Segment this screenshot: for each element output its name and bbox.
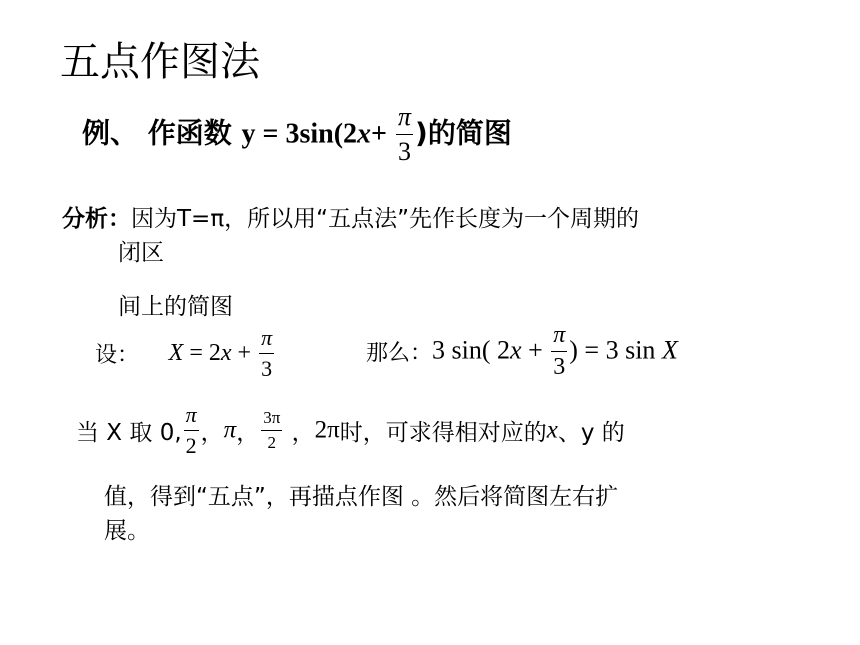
when-f2-num: 3π bbox=[263, 408, 281, 427]
then-label: 那么： bbox=[366, 341, 433, 366]
when-text-1: 当 X 取 0, bbox=[76, 420, 182, 446]
set-equation bbox=[95, 325, 276, 382]
then-frac-den: 3 bbox=[551, 351, 567, 381]
when-pi: π bbox=[223, 416, 237, 444]
example-fraction bbox=[396, 102, 413, 167]
then-rhs: X bbox=[661, 335, 678, 365]
set-fraction bbox=[259, 325, 274, 382]
set-label: 设： bbox=[95, 343, 140, 368]
set-frac-den: 3 bbox=[259, 353, 274, 382]
when-text-3: 、y 的 bbox=[557, 420, 625, 446]
when-comma-2: ， bbox=[236, 420, 260, 446]
then-fraction bbox=[551, 322, 567, 381]
example-var: x bbox=[357, 118, 372, 150]
then-post: ) = 3 sin bbox=[569, 335, 662, 365]
analysis-colon: ： bbox=[108, 206, 131, 232]
when-f2-den: 2 bbox=[261, 430, 282, 453]
analysis-label: 分析 bbox=[62, 206, 108, 232]
when-fraction-pi-2 bbox=[184, 402, 199, 459]
then-frac-num: π bbox=[553, 322, 566, 348]
when-comma-3: ， bbox=[284, 420, 315, 446]
when-two-pi: 2π bbox=[314, 416, 340, 444]
example-line bbox=[82, 102, 512, 167]
then-plus: + bbox=[521, 335, 550, 365]
example-frac-num: π bbox=[398, 102, 412, 131]
then-pre: 3 sin( 2 bbox=[432, 335, 511, 365]
example-prefix: 例、 作函数 bbox=[82, 116, 242, 150]
example-function: y = 3sin(2 bbox=[241, 118, 358, 150]
analysis-text-1: 因为T=π，所以用“五点法”先作长度为一个周期的 bbox=[131, 206, 639, 232]
example-frac-den: 3 bbox=[396, 134, 413, 167]
analysis-line-1b: 闭区 bbox=[118, 240, 164, 266]
when-f1-num: π bbox=[185, 402, 197, 427]
set-lhs: X bbox=[168, 340, 184, 366]
when-text-2: 时，可求得相对应的 bbox=[339, 420, 547, 446]
example-plus: + bbox=[371, 118, 394, 150]
when-fraction-3pi-2 bbox=[261, 408, 282, 453]
then-var: x bbox=[510, 335, 522, 365]
example-suffix: )的简图 bbox=[415, 116, 512, 150]
when-line bbox=[76, 402, 625, 459]
set-frac-num: π bbox=[261, 325, 273, 350]
page-title: 五点作图法 bbox=[60, 39, 260, 85]
when-var: x bbox=[546, 416, 558, 444]
analysis-line-1 bbox=[62, 200, 639, 233]
when-comma-1: ， bbox=[200, 420, 224, 446]
set-var: x bbox=[220, 340, 232, 366]
then-equation bbox=[366, 322, 678, 381]
set-eq: = 2 bbox=[183, 340, 221, 366]
conclusion-line-2: 展。 bbox=[104, 518, 150, 544]
conclusion-line-1: 值，得到“五点”，再描点作图 。然后将简图左右扩 bbox=[104, 484, 619, 510]
set-plus: + bbox=[231, 340, 258, 366]
analysis-line-2: 间上的简图 bbox=[118, 294, 233, 320]
when-f1-den: 2 bbox=[184, 430, 199, 459]
